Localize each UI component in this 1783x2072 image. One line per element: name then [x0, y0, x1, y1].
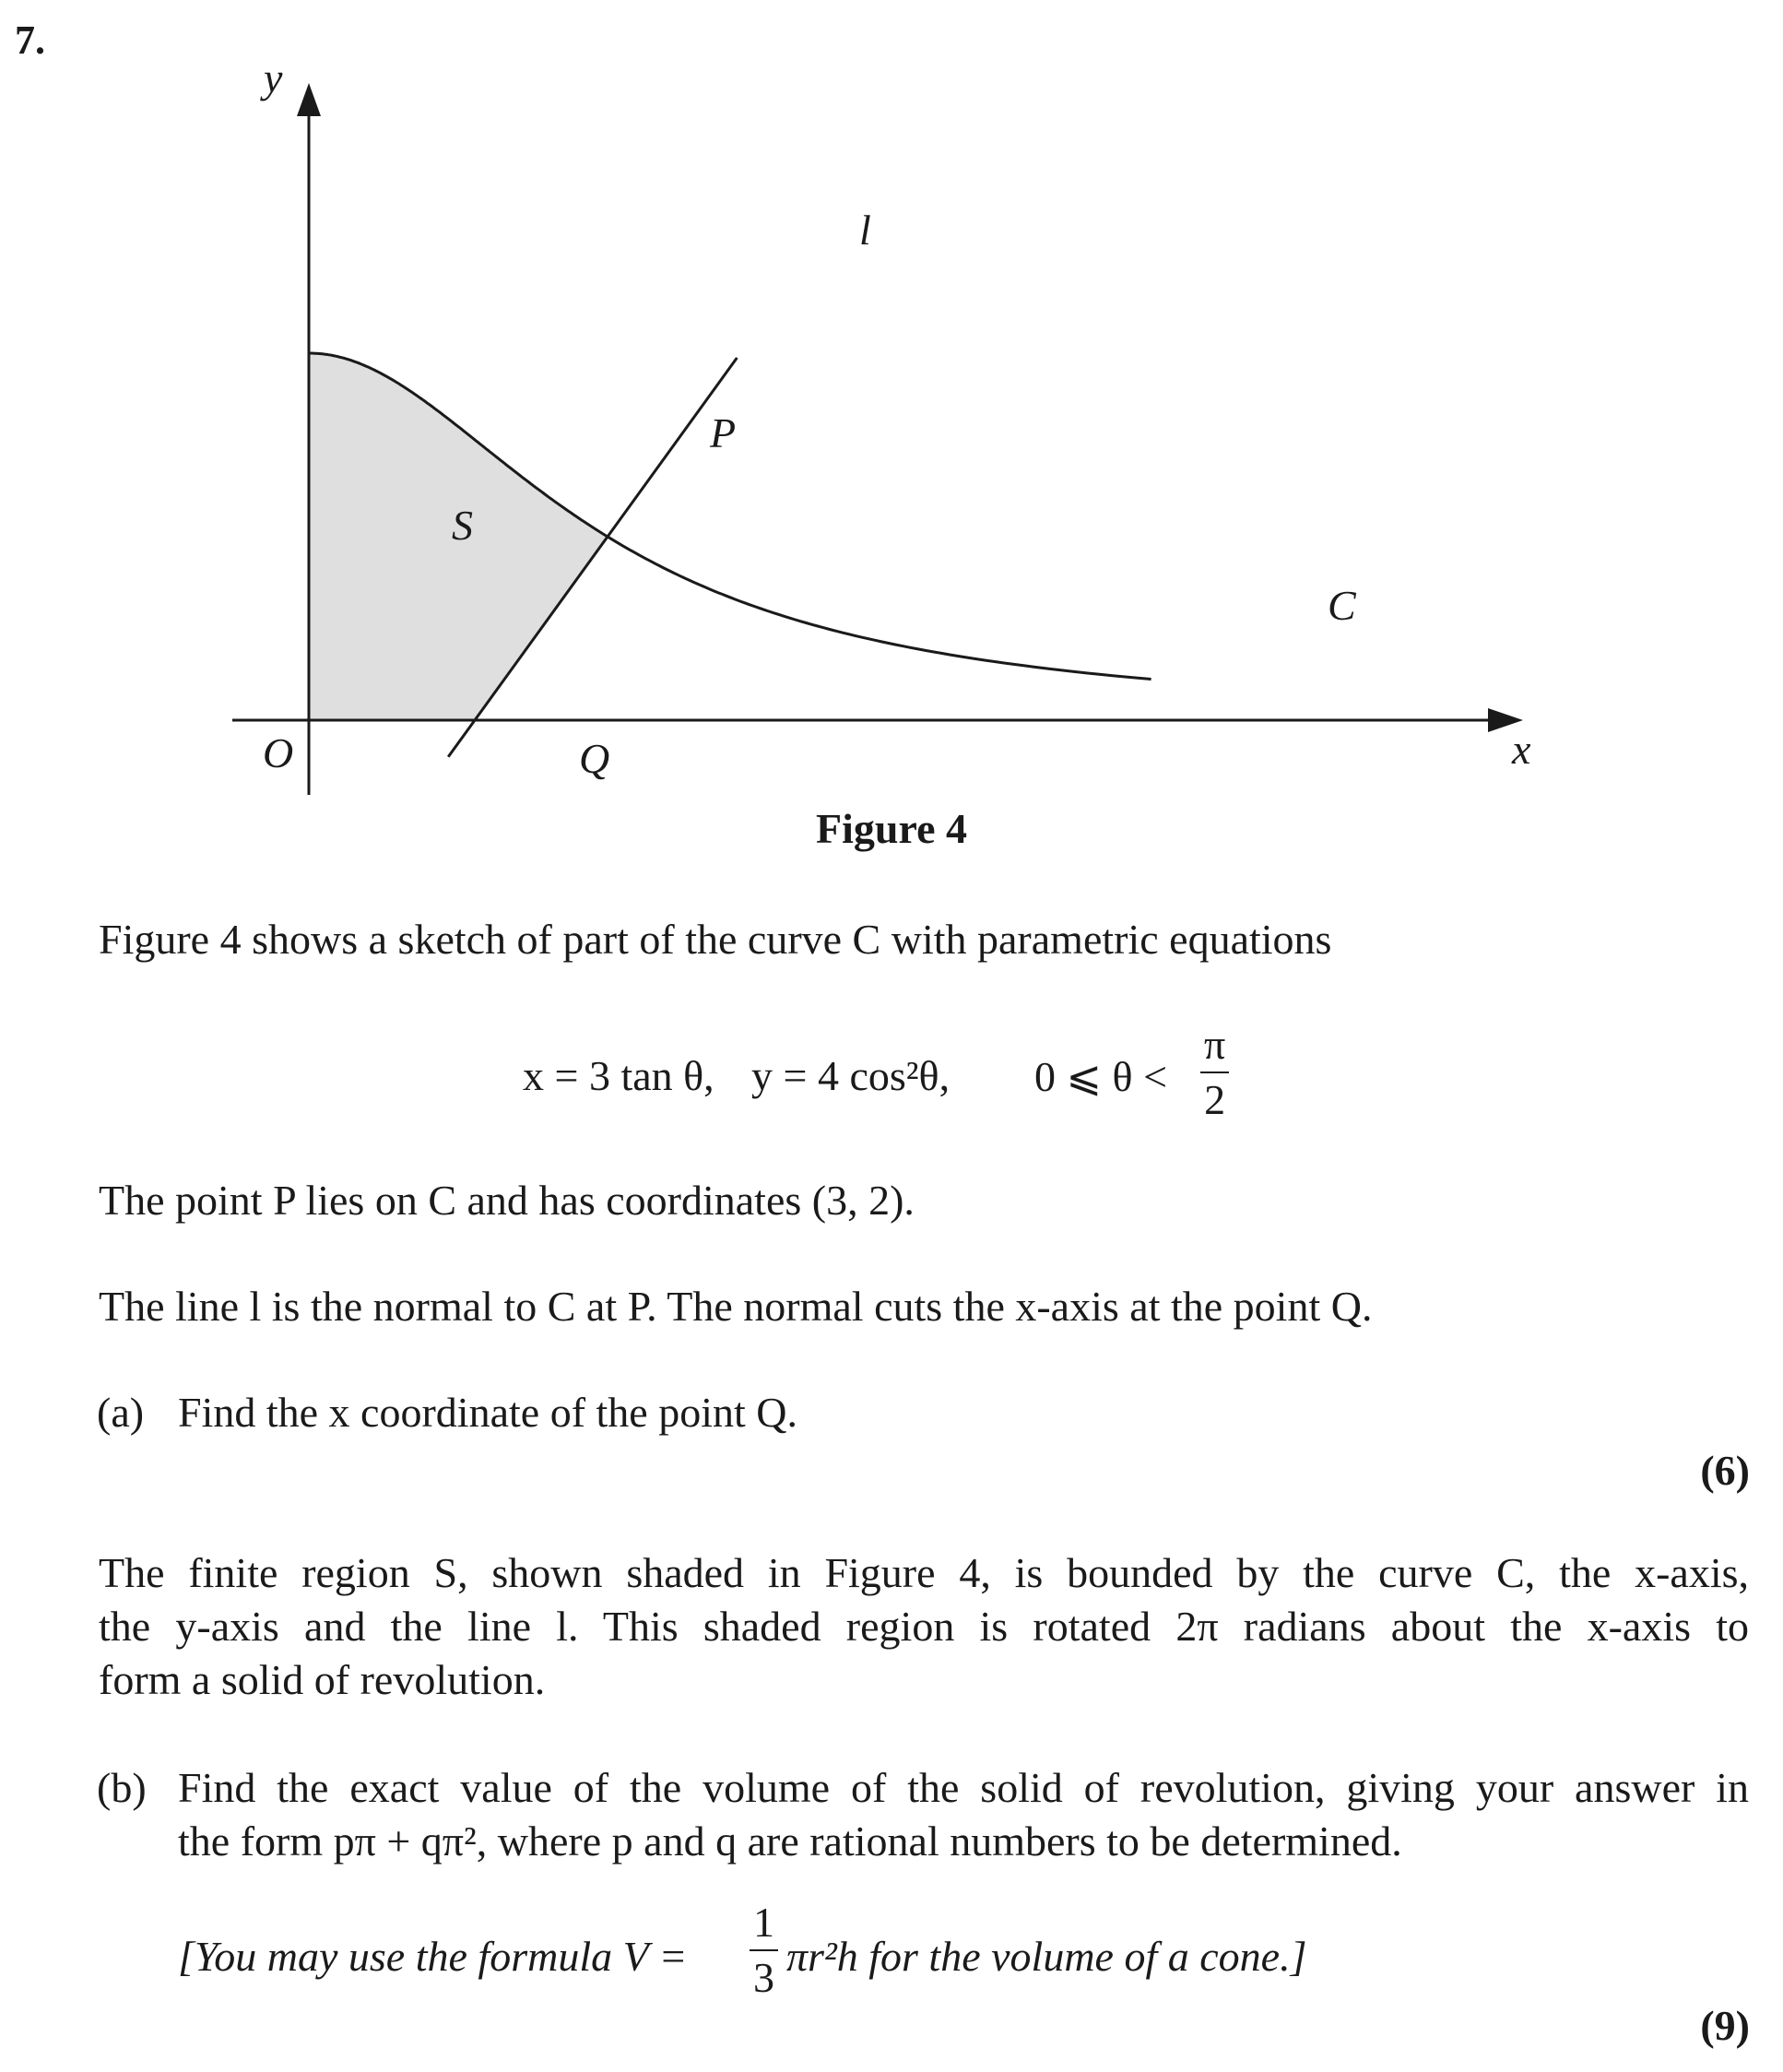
- normal-text: The line l is the normal to C at P. The normal cuts the x-axis at the point Q.: [99, 1283, 1373, 1330]
- part-b-marks: (9): [1700, 2002, 1750, 2049]
- curve-c-label: C: [1328, 582, 1356, 629]
- x-axis-label: x: [1512, 726, 1531, 773]
- hint-suffix: πr²h for the volume of a cone.]: [786, 1933, 1307, 1980]
- hint-fraction-numerator: 1: [750, 1901, 778, 1951]
- equation-range: 0 ⩽ θ <: [1034, 1053, 1168, 1100]
- part-a-label: (a): [97, 1389, 145, 1436]
- hint-fraction: [750, 1901, 778, 1999]
- intro-text: Figure 4 shows a sketch of part of the curve C with parametric equations: [99, 916, 1332, 963]
- part-b-line-1: Find the exact value of the volume of the solid of revolution, giving your answer in: [178, 1764, 1749, 1811]
- point-p-text: The point P lies on C and has coordinates (3, 2).: [99, 1177, 915, 1224]
- figure-title: Figure 4: [816, 805, 967, 852]
- part-a-marks: (6): [1700, 1447, 1750, 1494]
- region-text-line-2: the y-axis and the line l. This shaded region is rotated 2π radians about the x-axis to: [99, 1603, 1749, 1650]
- parametric-equations: [0, 1014, 1783, 1134]
- part-a-text: Find the x coordinate of the point Q.: [178, 1389, 797, 1436]
- range-fraction-numerator: π: [1200, 1024, 1229, 1073]
- region-s-label: S: [452, 502, 473, 549]
- part-b-line-2: the form pπ + qπ², where p and q are rational numbers to be determined.: [178, 1817, 1402, 1865]
- region-text-line-3: form a solid of revolution.: [99, 1656, 546, 1703]
- point-q-label: Q: [579, 735, 610, 782]
- question-number: 7.: [15, 18, 45, 63]
- region-text-line-1: The finite region S, shown shaded in Figure 4, is bounded by the curve C, the x-axis,: [99, 1549, 1749, 1596]
- origin-label: O: [263, 729, 294, 776]
- y-axis-arrowhead: [297, 83, 321, 116]
- range-fraction: [1200, 1021, 1229, 1123]
- cone-formula-hint: [178, 1890, 1653, 2010]
- point-p-label: P: [710, 409, 737, 456]
- y-axis-label: y: [264, 54, 283, 101]
- equation-x: x = 3 tan θ,: [523, 1052, 714, 1099]
- equation-y: y = 4 cos²θ,: [751, 1052, 951, 1099]
- line-l-label: l: [859, 207, 871, 254]
- hint-fraction-denominator: 3: [753, 1954, 774, 2001]
- hint-prefix: [You may use the formula V =: [178, 1933, 688, 1980]
- figure-4-sketch: [0, 0, 1783, 830]
- part-b-label: (b): [97, 1764, 147, 1811]
- range-fraction-denominator: 2: [1204, 1076, 1226, 1123]
